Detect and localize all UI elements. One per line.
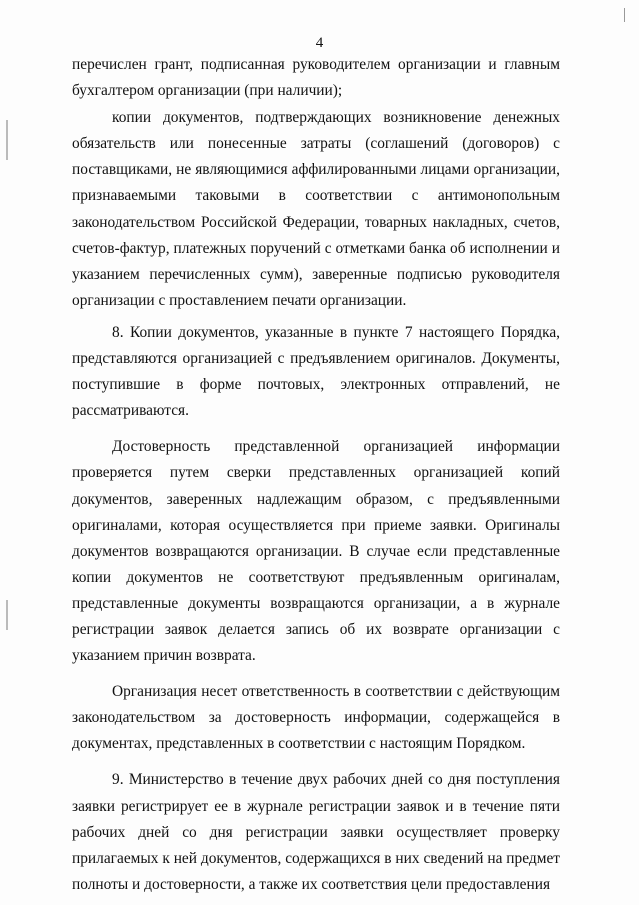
paragraph-responsibility: Организация несет ответственность в соответствии с действующим законодательством за достоверность информации, содержащейся в документах, представленных в соответствии с настоящим Порядком. — [72, 683, 560, 753]
scan-edge-mark — [624, 8, 625, 22]
page-number: 4 — [315, 35, 324, 51]
paragraph-item-9: 9. Министерство в течение двух рабочих дней со дня поступления заявки регистрирует ее в журнале регистрации заявок и в течение пяти рабочих дней со дня регистрации заявки осуществляет проверку прилагаемых к ней документов, содержащихся в них сведений на предмет полноты и достоверности, а также их соответствия цели предоставления — [72, 771, 560, 893]
scan-margin-mark — [6, 600, 8, 630]
paragraph-grant-signature: перечислен грант, подписанная руководителем организации и главным бухгалтером организации (при наличии); — [72, 56, 560, 100]
scan-margin-mark — [6, 120, 8, 160]
document-body — [72, 52, 560, 898]
paragraph-item-8: 8. Копии документов, указанные в пункте 7 настоящего Порядка, представляются организацией с предъявлением оригиналов. Документы, поступившие в форме почтовых, электронных отправлений, не рассматриваются. — [72, 323, 560, 420]
paragraph-document-copies: копии документов, подтверждающих возникновение денежных обязательств или понесенные затраты (соглашений (договоров) с поставщиками, не являющимися аффилированными лицами организации, признаваемыми таковыми в соответствии с антимонопольным законодательством Российской Федерации, товарных накладных, счетов, счетов-фактур, платежных поручений с отметками банка об исполнении и указанием перечисленных сумм), заверенные подписью руководителя организации с проставлением печати организации. — [72, 109, 560, 309]
paragraph-verification: Достоверность представленной организацией информации проверяется путем сверки представленных организацией копий документов, заверенных надлежащим образом, с предъявленными оригиналами, которая осуществляется при приеме заявки. Оригиналы документов возвращаются организации. В случае если представленные копии документов не соответствуют предъявленным оригиналам, представленные документы возвращаются организации, а в журнале регистрации заявок делается запись об их возврате организации с указанием причин возврата. — [72, 438, 560, 665]
